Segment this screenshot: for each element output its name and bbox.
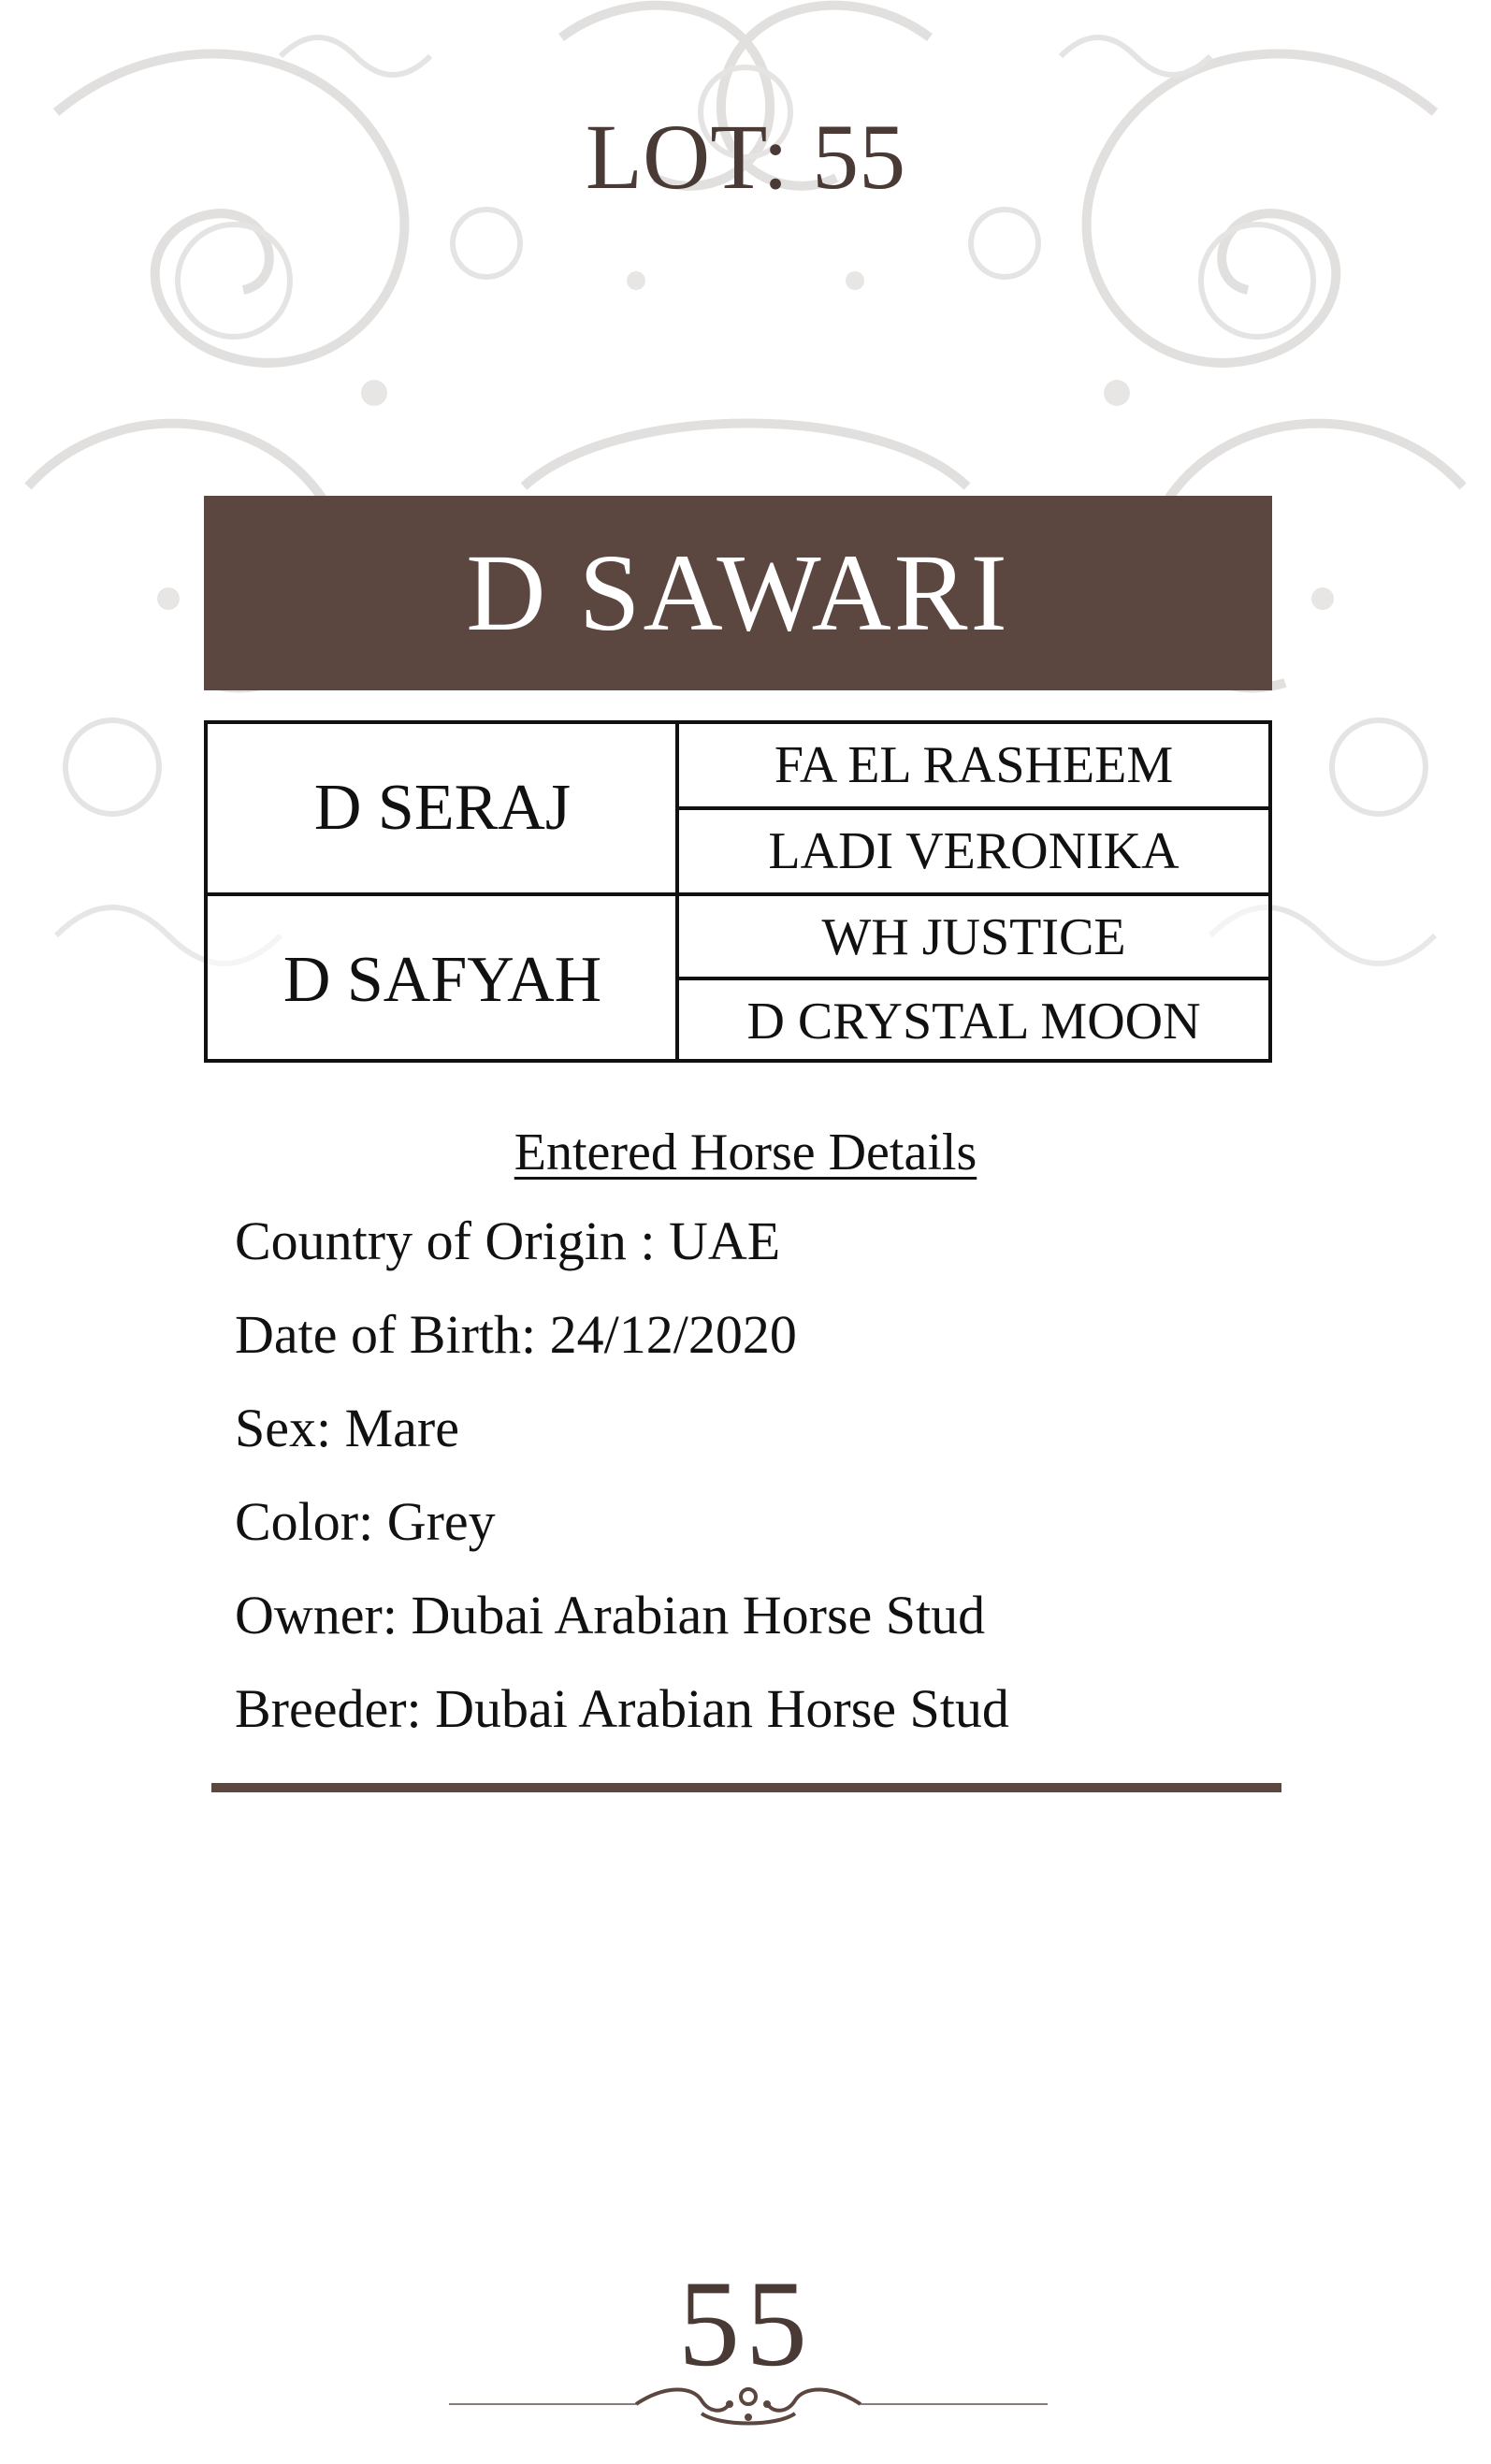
flourish-ornament-icon (449, 2376, 1048, 2432)
pedigree-sire-sire: FA EL RASHEEM (774, 736, 1174, 794)
detail-sex: Sex: Mare (235, 1398, 459, 1458)
pedigree-sire-dam: LADI VERONIKA (768, 822, 1180, 880)
lot-number: LOT: 55 (585, 105, 906, 209)
detail-breeder: Breeder: Dubai Arabian Horse Stud (235, 1678, 1009, 1739)
section-divider (211, 1783, 1281, 1792)
detail-country: Country of Origin : UAE (235, 1210, 781, 1271)
detail-color: Color: Grey (235, 1491, 496, 1552)
horse-name-banner: D SAWARI (204, 496, 1272, 690)
pedigree-table (204, 720, 1272, 1063)
pedigree-dam-sire: WH JUSTICE (821, 908, 1126, 966)
pedigree-sire: D SERAJ (313, 772, 572, 844)
details-heading: Entered Horse Details (514, 1123, 977, 1181)
page-number: 55 (678, 2254, 813, 2392)
detail-owner: Owner: Dubai Arabian Horse Stud (235, 1585, 986, 1645)
pedigree-dam: D SAFYAH (282, 944, 602, 1016)
detail-dob: Date of Birth: 24/12/2020 (235, 1304, 797, 1365)
pedigree-dam-dam: D CRYSTAL MOON (746, 993, 1201, 1051)
